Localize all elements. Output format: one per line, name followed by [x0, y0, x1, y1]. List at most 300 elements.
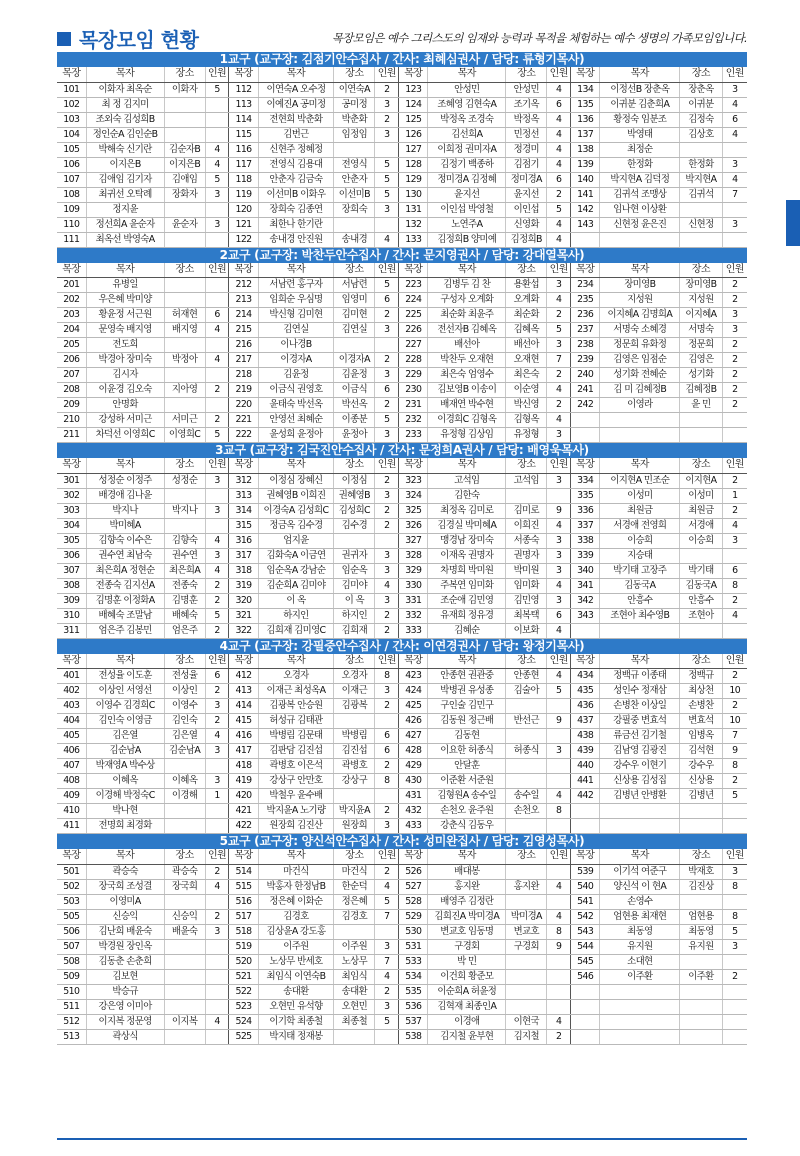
column-header-member-count: 인원 [205, 67, 229, 82]
group-number: 230 [399, 383, 428, 398]
member-count: 2 [375, 759, 399, 774]
table-row [57, 759, 747, 774]
member-count: 6 [722, 563, 747, 578]
group-number: 332 [399, 608, 428, 623]
meeting-place: 김윤정 [334, 368, 375, 383]
group-number: 442 [571, 789, 600, 804]
meeting-place [164, 368, 205, 383]
group-number: 441 [571, 774, 600, 789]
table-row [57, 323, 747, 338]
member-count: 3 [375, 819, 399, 834]
leader-names: 주복연 임미화 [428, 578, 506, 593]
column-header-group-number: 목장 [399, 849, 428, 864]
column-header-meeting-place: 장소 [334, 263, 375, 278]
table-row [57, 112, 747, 127]
group-number: 218 [229, 368, 258, 383]
meeting-place: 박미경A [506, 909, 547, 924]
member-count: 7 [375, 954, 399, 969]
member-count: 4 [722, 127, 747, 142]
meeting-place: 권혜영B [334, 488, 375, 503]
column-header-leader-names: 목자 [258, 458, 334, 473]
meeting-place: 이지혜A [680, 308, 722, 323]
group-number: 239 [571, 353, 600, 368]
group-number: 141 [571, 187, 600, 202]
group-number: 534 [399, 969, 428, 984]
member-count: 4 [205, 879, 229, 894]
leader-names: 한정화 [600, 157, 680, 172]
member-count: 8 [722, 759, 747, 774]
leader-names: 박영태 [600, 127, 680, 142]
leader-names: 이혜옥 [86, 774, 164, 789]
member-count [547, 488, 571, 503]
leader-names: 안흥수 [600, 593, 680, 608]
leader-names: 강상구 안만호 [258, 774, 334, 789]
member-count [722, 954, 747, 969]
member-count: 1 [722, 488, 747, 503]
member-count: 2 [375, 984, 399, 999]
leader-names: 성인수 정재삼 [600, 684, 680, 699]
table-row [57, 548, 747, 563]
group-number: 336 [571, 503, 600, 518]
group-number: 528 [399, 894, 428, 909]
group-number: 327 [399, 533, 428, 548]
group-number: 317 [229, 548, 258, 563]
group-number: 306 [57, 548, 86, 563]
member-count [205, 202, 229, 217]
member-count: 9 [547, 714, 571, 729]
group-number: 436 [571, 699, 600, 714]
meeting-place [506, 999, 547, 1014]
leader-names: 김선희A [428, 127, 506, 142]
leader-names: 조혜영 김현숙A [428, 97, 506, 112]
member-count: 4 [205, 353, 229, 368]
table-row [57, 804, 747, 819]
column-header-group-number: 목장 [571, 849, 600, 864]
table-row [57, 1014, 747, 1029]
member-count: 2 [375, 699, 399, 714]
group-number: 541 [571, 894, 600, 909]
leader-names: 강필중 변효석 [600, 714, 680, 729]
table-row [57, 999, 747, 1014]
table-row [57, 97, 747, 112]
leader-names: 배재연 박수현 [428, 398, 506, 413]
meeting-place: 신영화 [506, 217, 547, 232]
column-header-group-number: 목장 [229, 458, 258, 473]
member-count: 3 [375, 684, 399, 699]
member-count: 4 [547, 232, 571, 247]
leader-names: 김순희A 김미야 [258, 578, 334, 593]
column-header-member-count: 인원 [375, 654, 399, 669]
leader-names: 지성원 [600, 293, 680, 308]
member-count: 2 [722, 969, 747, 984]
leader-names: 배경애 김나윤 [86, 488, 164, 503]
meeting-place: 박신영 [506, 398, 547, 413]
member-count: 6 [375, 744, 399, 759]
meeting-place: 김미현 [334, 308, 375, 323]
district-heading: 3교구 (교구장: 김국진안수집사 / 간사: 문정희A권사 / 담당: 배영욱목사) [57, 443, 747, 458]
member-count [375, 217, 399, 232]
group-number: 305 [57, 533, 86, 548]
member-count: 4 [722, 608, 747, 623]
meeting-place [164, 127, 205, 142]
leader-names: 곽병호 이은석 [258, 759, 334, 774]
meeting-place: 김정숙 [680, 112, 722, 127]
member-count: 4 [205, 729, 229, 744]
member-count [722, 1029, 747, 1044]
member-count: 4 [205, 533, 229, 548]
column-header-member-count: 인원 [547, 849, 571, 864]
leader-names: 김혁재 최종인A [428, 999, 506, 1014]
meeting-place: 신승익 [164, 909, 205, 924]
member-count [722, 232, 747, 247]
meeting-place [164, 999, 205, 1014]
column-header-leader-names: 목자 [258, 263, 334, 278]
group-number: 221 [229, 413, 258, 428]
meeting-place [506, 729, 547, 744]
leader-names: 최한나 한기란 [258, 217, 334, 232]
leader-names [600, 819, 680, 834]
meeting-place: 이보화 [506, 623, 547, 638]
meeting-place: 안흥수 [680, 593, 722, 608]
table-row [57, 232, 747, 247]
group-number: 119 [229, 187, 258, 202]
meeting-place: 이영희C [164, 428, 205, 443]
member-count: 9 [722, 744, 747, 759]
column-header-meeting-place: 장소 [164, 849, 205, 864]
table-row [57, 172, 747, 187]
member-count: 3 [722, 533, 747, 548]
meeting-place [506, 699, 547, 714]
member-count: 2 [722, 383, 747, 398]
meeting-place: 김석현 [680, 744, 722, 759]
group-number [571, 999, 600, 1014]
meeting-place: 김광복 [334, 699, 375, 714]
group-number: 524 [229, 1014, 258, 1029]
member-count [205, 338, 229, 353]
group-number: 310 [57, 608, 86, 623]
member-count: 4 [205, 563, 229, 578]
leader-names: 김번근 [258, 127, 334, 142]
group-number: 128 [399, 157, 428, 172]
leader-names: 김병년 안병환 [600, 789, 680, 804]
group-number: 438 [571, 729, 600, 744]
leader-names: 안영선 최혜순 [258, 413, 334, 428]
meeting-place: 고석임 [506, 473, 547, 488]
group-number: 403 [57, 699, 86, 714]
member-count: 8 [722, 909, 747, 924]
member-count: 3 [547, 593, 571, 608]
group-number: 526 [399, 864, 428, 879]
table-row [57, 879, 747, 894]
table-row [57, 202, 747, 217]
leader-names: 임나현 이상환 [600, 202, 680, 217]
member-count: 2 [205, 413, 229, 428]
leader-names: 양신석 이 현A [600, 879, 680, 894]
leader-names: 이기석 여준구 [600, 864, 680, 879]
table-row [57, 894, 747, 909]
column-header-group-number: 목장 [57, 67, 86, 82]
leader-names: 김형원A 송수일 [428, 789, 506, 804]
member-count: 2 [205, 623, 229, 638]
group-number: 538 [399, 1029, 428, 1044]
group-number: 537 [399, 1014, 428, 1029]
table-row [57, 413, 747, 428]
member-count: 4 [205, 1014, 229, 1029]
table-row [57, 623, 747, 638]
column-header-meeting-place: 장소 [680, 654, 722, 669]
leader-names: 이경애 [428, 1014, 506, 1029]
member-count: 4 [205, 157, 229, 172]
member-count [722, 548, 747, 563]
meeting-place: 김점기 [506, 157, 547, 172]
group-number: 217 [229, 353, 258, 368]
group-number: 138 [571, 142, 600, 157]
meeting-place: 박재호 [680, 864, 722, 879]
meeting-place [164, 894, 205, 909]
meeting-place [506, 984, 547, 999]
table-row [57, 353, 747, 368]
group-number: 416 [229, 729, 258, 744]
column-header-leader-names: 목자 [86, 67, 164, 82]
column-header-leader-names: 목자 [86, 458, 164, 473]
member-count: 4 [547, 518, 571, 533]
leader-names: 이기학 최종철 [258, 1014, 334, 1029]
group-number: 329 [399, 563, 428, 578]
table-row [57, 503, 747, 518]
leader-names: 박신형 김미현 [258, 308, 334, 323]
group-number: 542 [571, 909, 600, 924]
group-number: 102 [57, 97, 86, 112]
leader-names: 정금옥 김수경 [258, 518, 334, 533]
meeting-place: 임병옥 [680, 729, 722, 744]
group-number: 318 [229, 563, 258, 578]
group-number: 107 [57, 172, 86, 187]
leader-names: 김화숙A 이금연 [258, 548, 334, 563]
leader-names: 신현정 윤은진 [600, 217, 680, 232]
leader-names: 성정순 이정주 [86, 473, 164, 488]
group-number: 339 [571, 548, 600, 563]
leader-names: 김동춘 손춘희 [86, 954, 164, 969]
leader-names: 최은숙 엄영수 [428, 368, 506, 383]
leader-names: 황윤정 서근원 [86, 308, 164, 323]
group-number: 530 [399, 924, 428, 939]
meeting-place: 변교호 [506, 924, 547, 939]
district-section [57, 834, 747, 1045]
column-header-leader-names: 목자 [86, 263, 164, 278]
member-count: 4 [722, 518, 747, 533]
member-count: 4 [547, 82, 571, 97]
meeting-place: 정문희 [680, 338, 722, 353]
member-count [375, 789, 399, 804]
member-count: 8 [547, 924, 571, 939]
leader-names: 김희재 김미영C [258, 623, 334, 638]
leader-names: 이지은B [86, 157, 164, 172]
group-number: 437 [571, 714, 600, 729]
leader-names: 김판담 김진섭 [258, 744, 334, 759]
member-count: 2 [205, 714, 229, 729]
leader-names: 정선희A 윤순자 [86, 217, 164, 232]
leader-names: 김정기 백종하 [428, 157, 506, 172]
table-header-row [57, 67, 747, 82]
leader-names: 안명화 [86, 398, 164, 413]
member-count: 3 [375, 939, 399, 954]
table-row [57, 939, 747, 954]
leader-names: 김애임 김기자 [86, 172, 164, 187]
member-count: 3 [205, 699, 229, 714]
column-header-member-count: 인원 [375, 67, 399, 82]
leader-names: 김혜순 [428, 623, 506, 638]
group-number: 126 [399, 127, 428, 142]
meeting-place: 반선근 [506, 714, 547, 729]
group-number: 517 [229, 909, 258, 924]
leader-names: 최 정 김지미 [86, 97, 164, 112]
meeting-place [164, 819, 205, 834]
member-count: 3 [547, 744, 571, 759]
group-number: 544 [571, 939, 600, 954]
meeting-place: 엄현용 [680, 909, 722, 924]
column-header-member-count: 인원 [205, 458, 229, 473]
group-number: 130 [399, 187, 428, 202]
group-number: 210 [57, 413, 86, 428]
leader-names: 엄은주 김봉민 [86, 623, 164, 638]
member-count: 4 [547, 293, 571, 308]
member-count [205, 1029, 229, 1044]
member-count: 3 [205, 744, 229, 759]
column-header-meeting-place: 장소 [164, 263, 205, 278]
member-count: 4 [547, 909, 571, 924]
meeting-place: 이주원 [334, 939, 375, 954]
group-number: 536 [399, 999, 428, 1014]
column-header-meeting-place: 장소 [506, 67, 547, 82]
column-header-leader-names: 목자 [428, 263, 506, 278]
district-section [57, 248, 747, 444]
member-count: 2 [375, 864, 399, 879]
meeting-place [680, 999, 722, 1014]
member-count [205, 232, 229, 247]
column-header-meeting-place: 장소 [506, 654, 547, 669]
member-count: 2 [375, 112, 399, 127]
group-number: 203 [57, 308, 86, 323]
meeting-place [680, 1014, 722, 1029]
leader-names: 김상윤A 강도홍 [258, 924, 334, 939]
column-header-leader-names: 목자 [258, 67, 334, 82]
column-header-meeting-place: 장소 [334, 654, 375, 669]
group-number: 507 [57, 939, 86, 954]
leader-names: 김지철 윤부현 [428, 1029, 506, 1044]
leader-names: 이영미A [86, 894, 164, 909]
group-number: 109 [57, 202, 86, 217]
leader-names: 윤지선 [428, 187, 506, 202]
member-count [205, 293, 229, 308]
district-table [57, 458, 747, 639]
member-count [547, 729, 571, 744]
table-row [57, 924, 747, 939]
member-count: 4 [547, 879, 571, 894]
leader-names: 손병찬 이상일 [600, 699, 680, 714]
column-header-member-count: 인원 [375, 263, 399, 278]
group-number: 409 [57, 789, 86, 804]
group-number: 137 [571, 127, 600, 142]
meeting-place: 이상인 [164, 684, 205, 699]
leader-names: 정미경A 김정혜 [428, 172, 506, 187]
member-count: 3 [375, 202, 399, 217]
meeting-place: 공미정 [334, 97, 375, 112]
meeting-place [164, 518, 205, 533]
member-count [205, 759, 229, 774]
group-number: 225 [399, 308, 428, 323]
leader-names: 이금식 권영호 [258, 383, 334, 398]
meeting-place: 용환섭 [506, 278, 547, 293]
group-number: 227 [399, 338, 428, 353]
member-count: 5 [205, 608, 229, 623]
leader-names: 박지태 정재봉 [258, 1029, 334, 1044]
group-number: 224 [399, 293, 428, 308]
column-header-member-count: 인원 [547, 263, 571, 278]
column-header-meeting-place: 장소 [334, 67, 375, 82]
meeting-place: 손병찬 [680, 699, 722, 714]
group-number: 505 [57, 909, 86, 924]
group-number: 201 [57, 278, 86, 293]
member-count: 3 [375, 548, 399, 563]
member-count: 5 [205, 172, 229, 187]
leader-names: 이윤경 김오숙 [86, 383, 164, 398]
district-table [57, 849, 747, 1045]
group-number: 101 [57, 82, 86, 97]
meeting-place: 정은혜 [334, 894, 375, 909]
group-number: 323 [399, 473, 428, 488]
group-number: 519 [229, 939, 258, 954]
member-count: 4 [547, 142, 571, 157]
meeting-place: 이정심 [334, 473, 375, 488]
table-row [57, 684, 747, 699]
leader-names: 조현아 최수영B [600, 608, 680, 623]
member-count: 6 [547, 97, 571, 112]
leader-names: 김정희B 양미예 [428, 232, 506, 247]
column-header-leader-names: 목자 [428, 849, 506, 864]
column-header-meeting-place: 장소 [680, 67, 722, 82]
column-header-group-number: 목장 [571, 654, 600, 669]
meeting-place: 지아영 [164, 383, 205, 398]
leader-names [600, 1014, 680, 1029]
leader-names: 이경해 박정숙C [86, 789, 164, 804]
meeting-place: 박지현A [680, 172, 722, 187]
column-header-meeting-place: 장소 [680, 458, 722, 473]
meeting-place [334, 142, 375, 157]
meeting-place [164, 338, 205, 353]
column-header-group-number: 목장 [57, 458, 86, 473]
meeting-place: 이연숙A [334, 82, 375, 97]
member-count [375, 1029, 399, 1044]
group-number: 208 [57, 383, 86, 398]
leader-names: 장국희 조성결 [86, 879, 164, 894]
group-number: 309 [57, 593, 86, 608]
meeting-place [680, 548, 722, 563]
leader-names: 홍지완 [428, 879, 506, 894]
meeting-place: 강수우 [680, 759, 722, 774]
group-number: 131 [399, 202, 428, 217]
table-row [57, 533, 747, 548]
group-number: 429 [399, 759, 428, 774]
leader-names: 박철우 윤수배 [258, 789, 334, 804]
leader-names: 박승규 [86, 984, 164, 999]
meeting-place [334, 924, 375, 939]
group-number: 143 [571, 217, 600, 232]
member-count [205, 939, 229, 954]
leader-names: 안달훈 [428, 759, 506, 774]
member-count: 3 [375, 368, 399, 383]
member-count: 2 [375, 353, 399, 368]
member-count: 2 [547, 308, 571, 323]
